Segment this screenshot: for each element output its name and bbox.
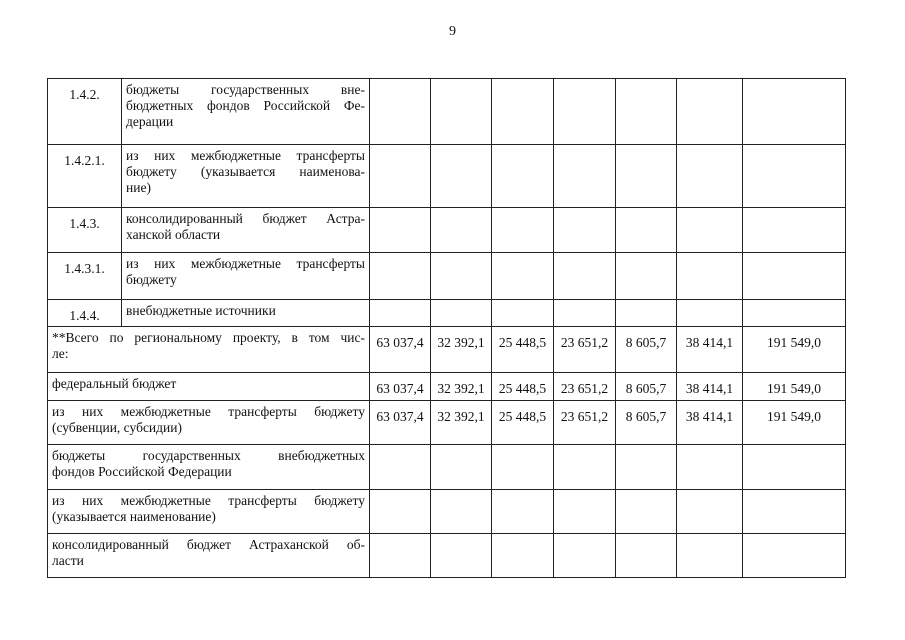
- summary-row: [48, 327, 846, 373]
- row-name: [48, 401, 370, 445]
- total-value: [743, 208, 846, 253]
- row-name-line: **Всего по региональному проекту, в том чис-: [52, 330, 365, 345]
- row-name-line: консолидированный бюджет Астраханской об-: [52, 537, 365, 552]
- year-value: [370, 79, 431, 145]
- year-value: [370, 253, 431, 300]
- year-value: [616, 490, 677, 534]
- table-row: [48, 300, 846, 327]
- summary-row: [48, 401, 846, 445]
- row-name-line: бюджету (указывается наименова-: [126, 164, 365, 179]
- row-code: 1.4.2.1.: [48, 145, 122, 208]
- page-number: 9: [449, 24, 456, 39]
- summary-row: [48, 534, 846, 578]
- summary-row: [48, 490, 846, 534]
- row-name-line: ласти: [52, 553, 84, 568]
- year-value: [431, 208, 492, 253]
- total-value: [743, 145, 846, 208]
- year-value: 38 414,1: [677, 327, 743, 373]
- row-name-line: из них межбюджетные трансферты бюджету: [52, 493, 365, 508]
- year-value: 32 392,1: [431, 327, 492, 373]
- year-value: [616, 208, 677, 253]
- row-code: 1.4.2.: [48, 79, 122, 145]
- year-value: [677, 300, 743, 327]
- row-code: 1.4.3.1.: [48, 253, 122, 300]
- table-row: [48, 253, 846, 300]
- year-value: [616, 534, 677, 578]
- row-name: [122, 300, 370, 327]
- row-code: 1.4.4.: [48, 300, 122, 327]
- total-value: [743, 79, 846, 145]
- year-value: [677, 253, 743, 300]
- row-name-line: (субвенции, субсидии): [52, 420, 182, 435]
- year-value: [677, 534, 743, 578]
- year-value: 38 414,1: [677, 401, 743, 445]
- year-value: [431, 445, 492, 490]
- year-value: [554, 534, 616, 578]
- row-name-line: бюджету: [126, 272, 177, 287]
- year-value: [677, 145, 743, 208]
- table-row: [48, 208, 846, 253]
- year-value: [492, 253, 554, 300]
- year-value: [677, 79, 743, 145]
- year-value: 8 605,7: [616, 373, 677, 401]
- year-value: [370, 490, 431, 534]
- year-value: 63 037,4: [370, 327, 431, 373]
- year-value: [492, 79, 554, 145]
- row-name-line: ле:: [52, 346, 69, 361]
- year-value: [677, 208, 743, 253]
- row-name: [122, 253, 370, 300]
- year-value: [677, 490, 743, 534]
- row-name-line: внебюджетные источники: [126, 303, 276, 318]
- row-name-line: бюджетных фондов Российской Фе-: [126, 98, 365, 113]
- summary-row: [48, 445, 846, 490]
- year-value: [492, 490, 554, 534]
- year-value: [431, 145, 492, 208]
- row-name-line: из них межбюджетные трансферты бюджету: [52, 404, 365, 419]
- year-value: 32 392,1: [431, 401, 492, 445]
- total-value: 191 549,0: [743, 327, 846, 373]
- row-name: [122, 208, 370, 253]
- row-name: [48, 327, 370, 373]
- year-value: 63 037,4: [370, 401, 431, 445]
- year-value: [492, 300, 554, 327]
- year-value: 23 651,2: [554, 401, 616, 445]
- row-name: [48, 490, 370, 534]
- year-value: 23 651,2: [554, 327, 616, 373]
- year-value: [370, 445, 431, 490]
- row-name-line: (указывается наименование): [52, 509, 216, 524]
- row-name: [122, 145, 370, 208]
- year-value: 8 605,7: [616, 327, 677, 373]
- row-name: [122, 79, 370, 145]
- year-value: [492, 445, 554, 490]
- row-name-line: федеральный бюджет: [52, 376, 177, 391]
- year-value: [554, 253, 616, 300]
- year-value: [616, 253, 677, 300]
- total-value: [743, 253, 846, 300]
- year-value: [431, 79, 492, 145]
- row-code: 1.4.3.: [48, 208, 122, 253]
- total-value: 191 549,0: [743, 401, 846, 445]
- year-value: [492, 534, 554, 578]
- year-value: [677, 445, 743, 490]
- year-value: [431, 253, 492, 300]
- year-value: 63 037,4: [370, 373, 431, 401]
- year-value: 25 448,5: [492, 327, 554, 373]
- row-name-line: бюджеты государственных вне-: [126, 82, 365, 97]
- row-name-line: из них межбюджетные трансферты: [126, 256, 365, 271]
- year-value: [370, 145, 431, 208]
- row-name-line: бюджеты государственных внебюджетных: [52, 448, 365, 463]
- summary-row: [48, 373, 846, 401]
- year-value: [616, 79, 677, 145]
- year-value: [554, 208, 616, 253]
- year-value: [431, 490, 492, 534]
- total-value: [743, 445, 846, 490]
- total-value: [743, 300, 846, 327]
- year-value: [370, 208, 431, 253]
- year-value: [616, 445, 677, 490]
- year-value: [554, 145, 616, 208]
- year-value: [431, 534, 492, 578]
- total-value: [743, 490, 846, 534]
- year-value: [554, 445, 616, 490]
- year-value: [431, 300, 492, 327]
- row-name-line: фондов Российской Федерации: [52, 464, 232, 479]
- row-name: [48, 534, 370, 578]
- year-value: [616, 145, 677, 208]
- year-value: [554, 300, 616, 327]
- budget-table: [47, 78, 846, 578]
- year-value: [370, 300, 431, 327]
- year-value: 25 448,5: [492, 373, 554, 401]
- row-name-line: консолидированный бюджет Астра-: [126, 211, 365, 226]
- row-name-line: ние): [126, 180, 151, 195]
- year-value: 38 414,1: [677, 373, 743, 401]
- year-value: [554, 79, 616, 145]
- year-value: 32 392,1: [431, 373, 492, 401]
- row-name: [48, 373, 370, 401]
- year-value: [492, 145, 554, 208]
- year-value: 8 605,7: [616, 401, 677, 445]
- year-value: [492, 208, 554, 253]
- year-value: 23 651,2: [554, 373, 616, 401]
- year-value: [616, 300, 677, 327]
- year-value: [554, 490, 616, 534]
- total-value: 191 549,0: [743, 373, 846, 401]
- year-value: [370, 534, 431, 578]
- table-row: [48, 79, 846, 145]
- row-name: [48, 445, 370, 490]
- year-value: 25 448,5: [492, 401, 554, 445]
- row-name-line: из них межбюджетные трансферты: [126, 148, 365, 163]
- row-name-line: ханской области: [126, 227, 221, 242]
- row-name-line: дерации: [126, 114, 174, 129]
- table-row: [48, 145, 846, 208]
- total-value: [743, 534, 846, 578]
